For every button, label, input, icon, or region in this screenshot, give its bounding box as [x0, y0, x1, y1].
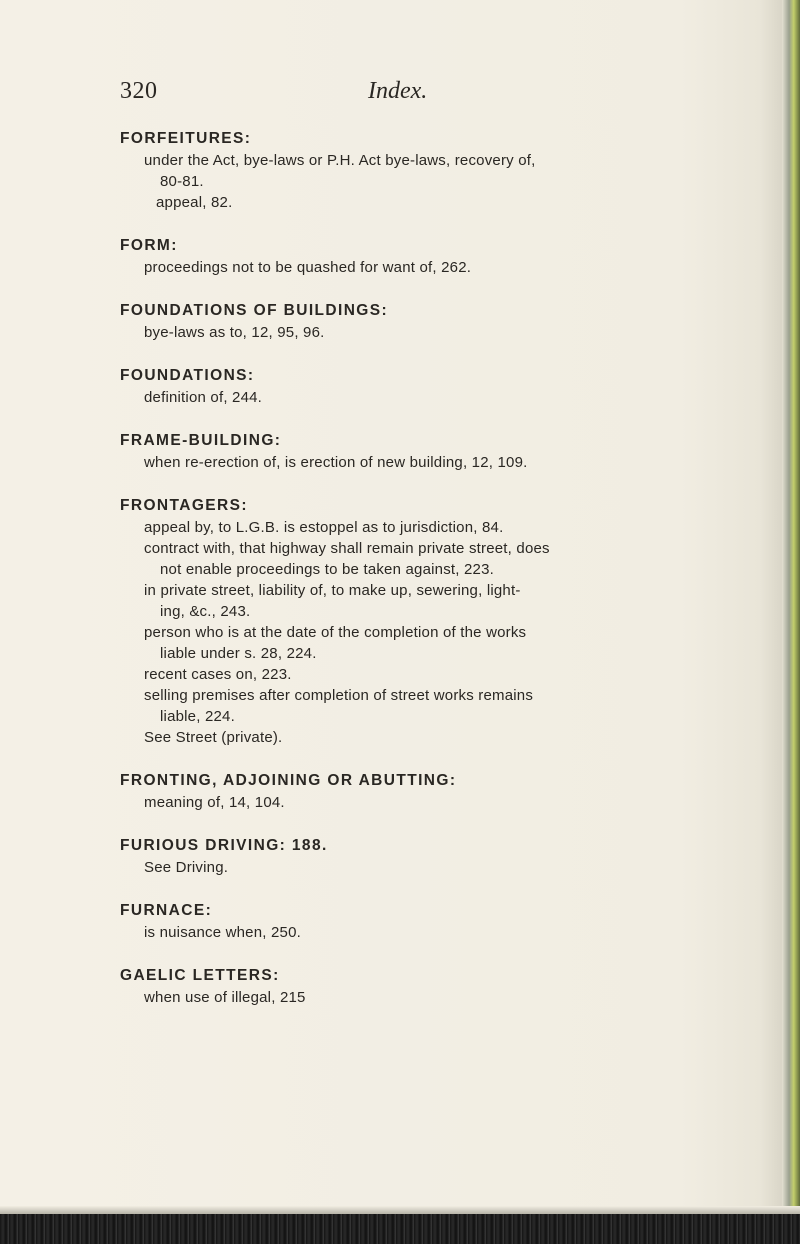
index-subentry: appeal by, to L.G.B. is estoppel as to jurisdiction, 84.	[144, 519, 504, 536]
page-header	[120, 78, 680, 108]
index-subentry: proceedings not to be quashed for want of, 262.	[144, 259, 472, 276]
page-number: 320	[120, 78, 158, 104]
page-bottom-shadow	[0, 1206, 800, 1214]
index-entry	[120, 770, 720, 813]
index-heading: FURIOUS DRIVING: 188.	[120, 837, 328, 854]
index-subentry: recent cases on, 223.	[144, 666, 292, 683]
index-subentry: meaning of, 14, 104.	[144, 794, 285, 811]
index-entry	[120, 128, 720, 213]
index-entry	[120, 300, 720, 343]
index-subentry: not enable proceedings to be taken against, 223.	[160, 561, 495, 578]
index-subentry: liable, 224.	[160, 708, 235, 725]
index-subentry: when use of illegal, 215	[144, 989, 306, 1006]
index-subentry: 80-81.	[160, 173, 204, 190]
index-subentry: ing, &c., 243.	[160, 603, 251, 620]
index-heading: FOUNDATIONS:	[120, 367, 255, 384]
index-entry	[120, 965, 720, 1008]
index-subentry: is nuisance when, 250.	[144, 924, 302, 941]
index-entry	[120, 900, 720, 943]
index-subentry: under the Act, bye-laws or P.H. Act bye-laws, recovery of,	[144, 152, 536, 169]
index-subentry: See Street (private).	[144, 729, 283, 746]
index-heading: FOUNDATIONS OF BUILDINGS:	[120, 302, 389, 319]
index-subentry: appeal, 82.	[156, 194, 233, 211]
index-subentry: contract with, that highway shall remain private street, does	[144, 540, 550, 557]
index-entry	[120, 235, 720, 278]
index-heading: FURNACE:	[120, 902, 213, 919]
index-entry	[120, 835, 720, 878]
running-title: Index.	[368, 78, 428, 104]
index-heading: GAELIC LETTERS:	[120, 967, 280, 984]
index-subentry: liable under s. 28, 224.	[160, 645, 317, 662]
index-heading: FRONTING, ADJOINING OR ABUTTING:	[120, 772, 457, 789]
index-heading: FORM:	[120, 237, 178, 254]
index-heading: FRONTAGERS:	[120, 497, 248, 514]
index-heading: FRAME-BUILDING:	[120, 432, 282, 449]
index-heading: FORFEITURES:	[120, 130, 252, 147]
index-subentry: in private street, liability of, to make up, sewering, light-	[144, 582, 521, 599]
index-subentry: definition of, 244.	[144, 389, 263, 406]
index-content	[120, 128, 720, 1030]
index-subentry: person who is at the date of the completion of the works	[144, 624, 527, 641]
index-entry	[120, 495, 720, 748]
index-entry	[120, 430, 720, 473]
index-entry	[120, 365, 720, 408]
index-subentry: See Driving.	[144, 859, 229, 876]
page-edge-shadow	[782, 0, 800, 1244]
scan-bottom-edge	[0, 1214, 800, 1244]
index-subentry: selling premises after completion of street works remains	[144, 687, 534, 704]
index-subentry: when re-erection of, is erection of new building, 12, 109.	[144, 454, 528, 471]
index-subentry: bye-laws as to, 12, 95, 96.	[144, 324, 325, 341]
